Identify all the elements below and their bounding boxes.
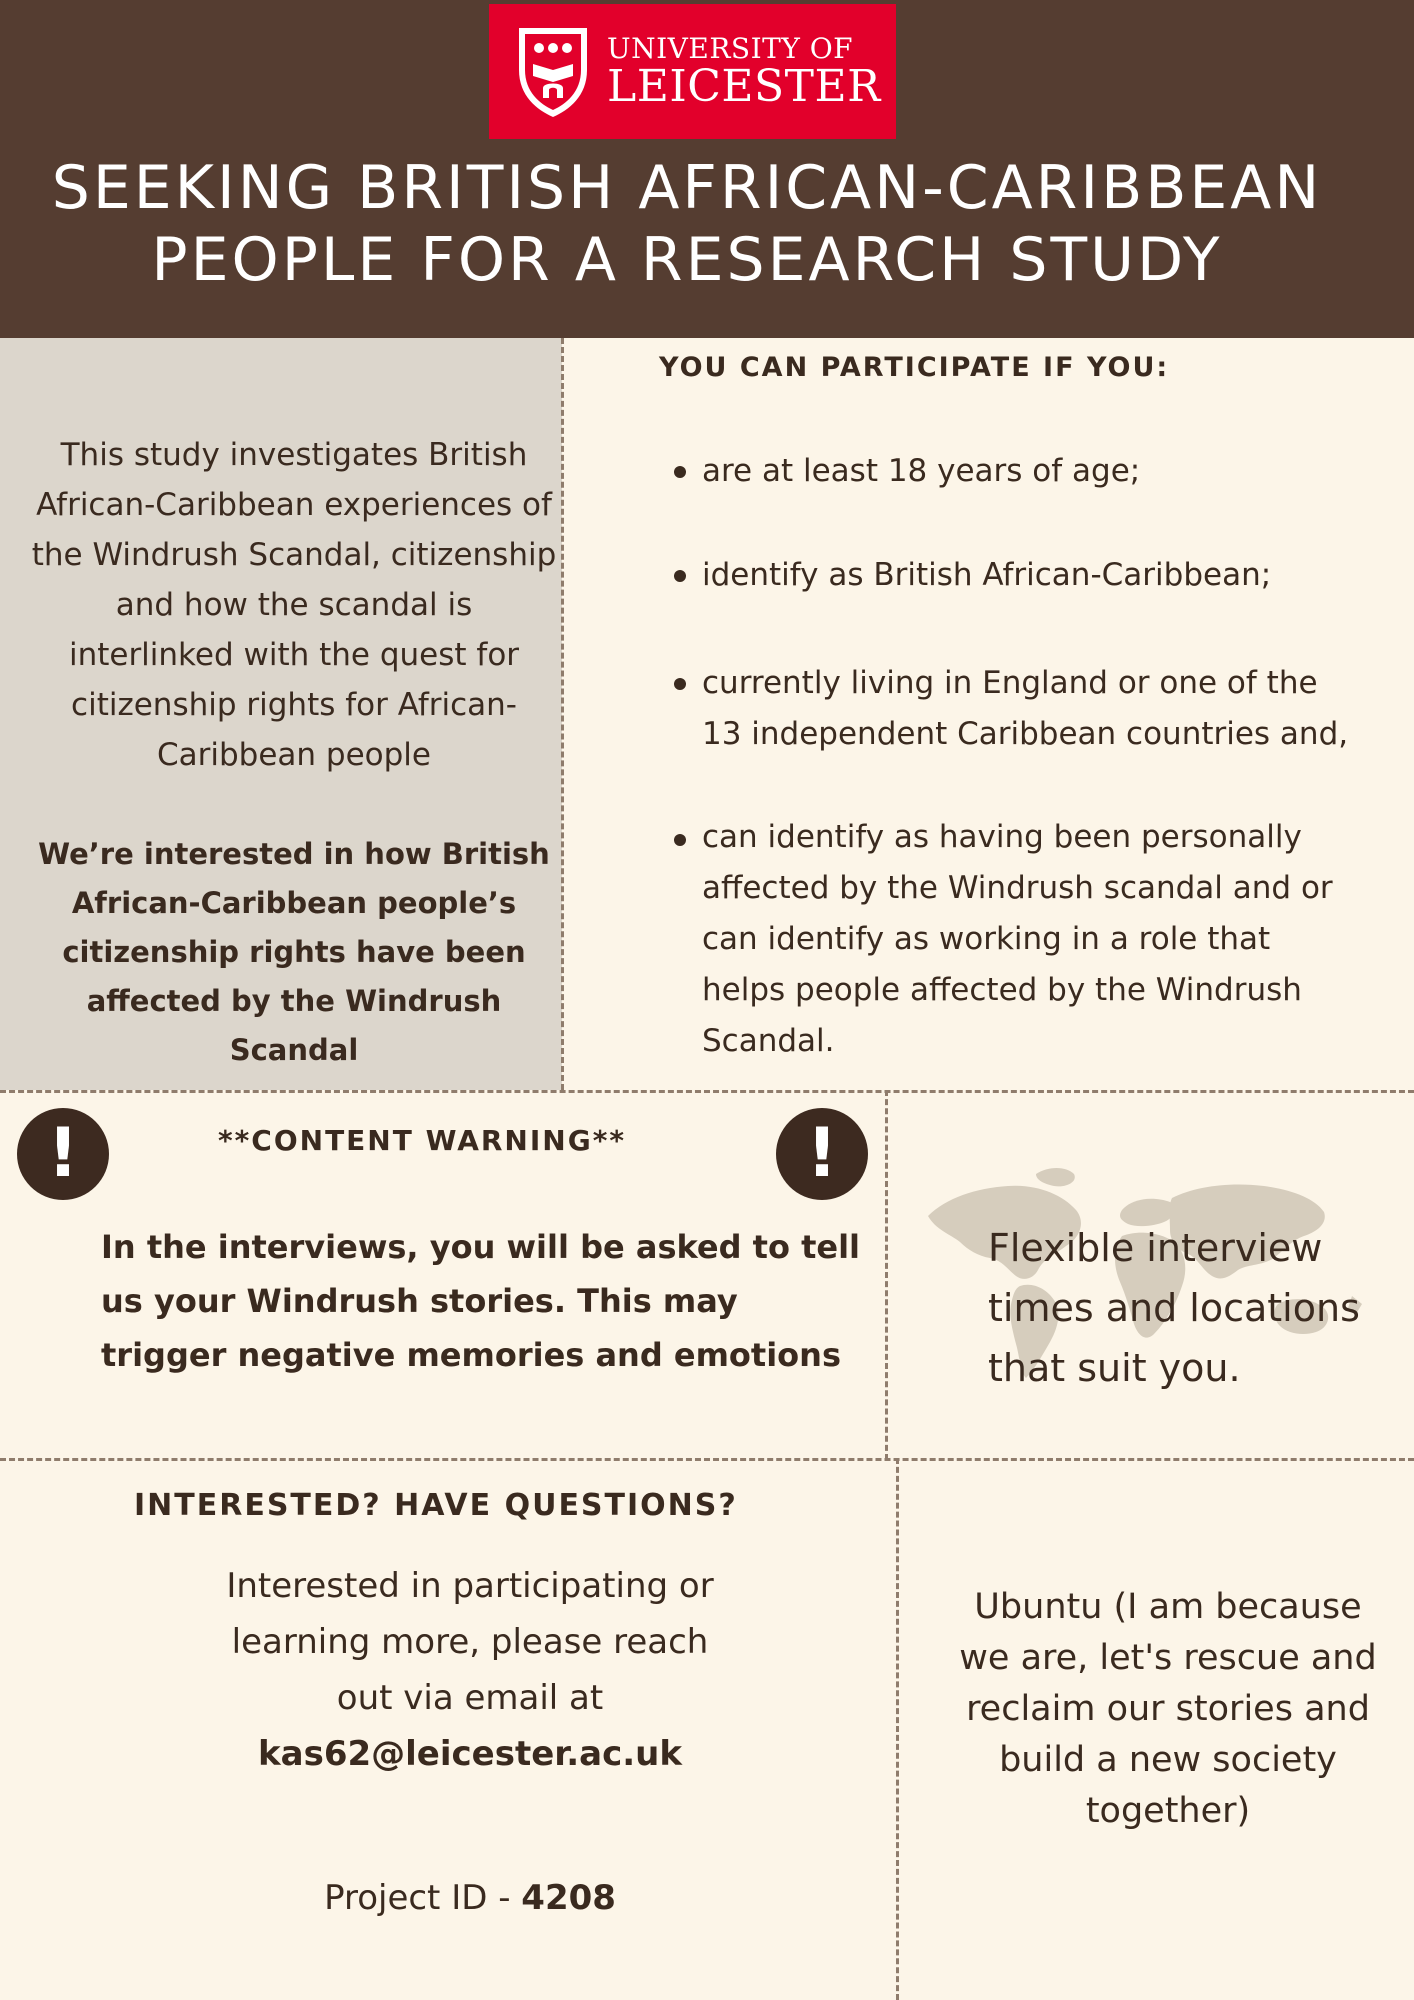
bullet-icon xyxy=(674,570,686,582)
project-id-value: 4208 xyxy=(521,1878,616,1918)
content-warning-heading: **CONTENT WARNING** xyxy=(218,1124,626,1157)
flexible-interviews-text: Flexible interview times and locations that suit you. xyxy=(988,1226,1360,1390)
divider-vertical xyxy=(561,338,564,1090)
exclamation-icon: ! xyxy=(776,1108,868,1200)
logo-line-leicester: LEICESTER xyxy=(607,60,881,112)
contact-instructions-text: Interested in participating or learning more, please reach out via email at xyxy=(226,1566,714,1718)
contact-email-link[interactable]: kas62@leicester.ac.uk xyxy=(258,1734,682,1774)
title-line-1: SEEKING BRITISH AFRICAN-CARIBBEAN xyxy=(51,153,1323,223)
contact-instructions xyxy=(200,1558,740,1782)
ubuntu-quote: Ubuntu (I am because we are, let's rescue and reclaim our stories and build a new society together) xyxy=(959,1587,1377,1831)
divider-vertical xyxy=(896,1458,899,2000)
criterion-identity: identify as British African-Caribbean; xyxy=(702,557,1272,593)
criterion-residence: currently living in England or one of the 13 independent Caribbean countries and, xyxy=(702,665,1349,752)
participation-heading: YOU CAN PARTICIPATE IF YOU: xyxy=(659,352,1170,383)
logo-line-university-of: UNIVERSITY OF xyxy=(607,31,854,65)
project-id-label: Project ID - xyxy=(324,1878,522,1918)
divider-horizontal xyxy=(0,1090,1414,1093)
criterion-age: are at least 18 years of age; xyxy=(702,453,1141,489)
content-warning-text: In the interviews, you will be asked to tell us your Windrush stories. This may trigger negative memories and emotions xyxy=(101,1228,861,1374)
university-crest-icon xyxy=(515,24,591,120)
title-line-2: PEOPLE FOR A RESEARCH STUDY xyxy=(151,225,1223,295)
divider-vertical xyxy=(885,1090,888,1460)
bullet-icon xyxy=(674,678,686,690)
bullet-icon xyxy=(674,834,686,846)
study-description: This study investigates British African-Caribbean experiences of the Windrush Scandal, citizenship and how the scandal is interlinked with the quest for citizenship rights for African-Caribbean people xyxy=(31,437,557,773)
project-id-line xyxy=(200,1870,740,1926)
exclamation-icon: ! xyxy=(17,1108,109,1200)
criterion-affected: can identify as having been personally affected by the Windrush scandal and or can identify as working in a role that helps people affected by the Windrush Scandal. xyxy=(702,819,1333,1059)
page-title xyxy=(0,152,1374,296)
study-interest-statement: We’re interested in how British African-Caribbean people’s citizenship rights have been affected by the Windrush Scandal xyxy=(38,837,550,1067)
university-logo xyxy=(489,4,896,139)
questions-heading: INTERESTED? HAVE QUESTIONS? xyxy=(134,1488,738,1523)
bullet-icon xyxy=(674,466,686,478)
divider-horizontal xyxy=(0,1458,1414,1461)
